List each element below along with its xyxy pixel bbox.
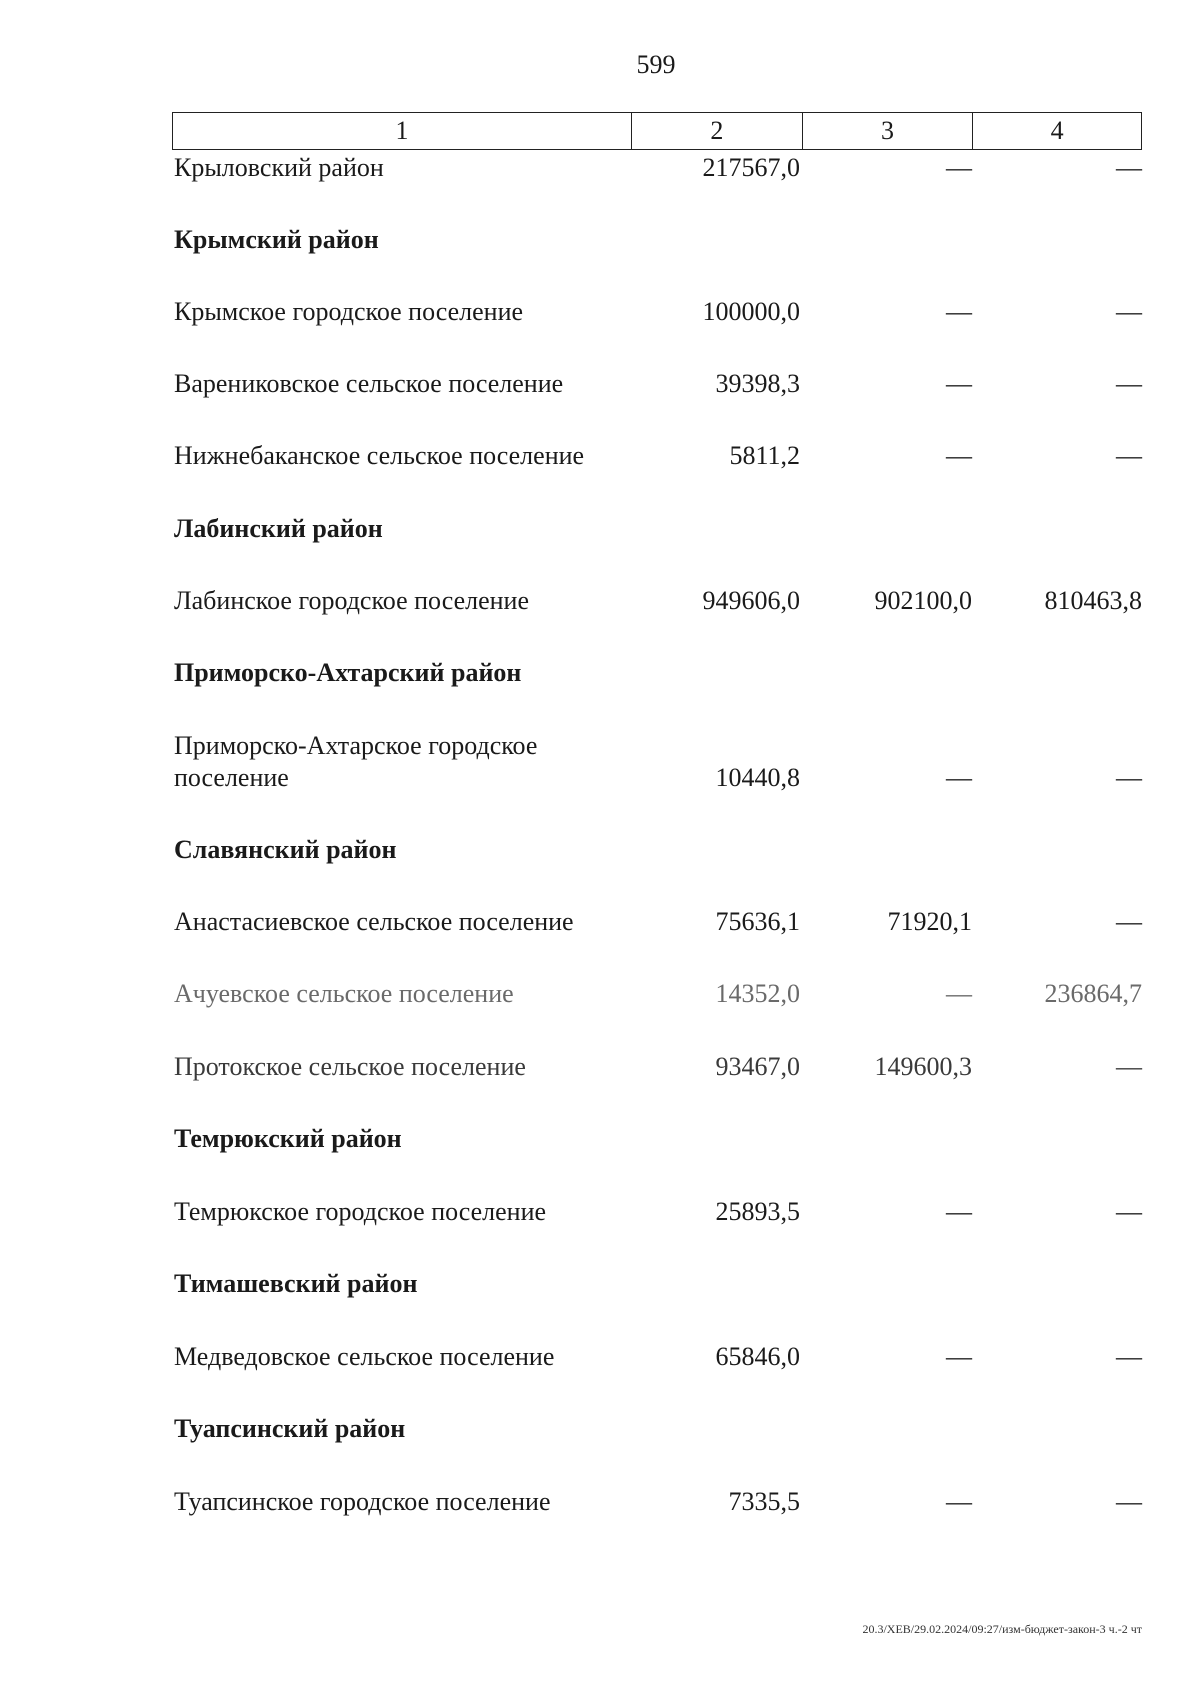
row-name: Крымское городское поселение (174, 297, 524, 326)
district-heading: Приморско-Ахтарский район (174, 658, 522, 687)
row-name-line1: Приморско-Ахтарское городское (174, 731, 538, 760)
row-col4: — (1116, 907, 1142, 936)
row-col3: — (946, 1197, 972, 1226)
row-col2: 93467,0 (715, 1052, 800, 1081)
row-col4: 810463,8 (1044, 586, 1142, 615)
row-col4: — (1116, 441, 1142, 470)
row-name: Медведовское сельское поселение (174, 1342, 555, 1371)
row-col4: — (1116, 1342, 1142, 1371)
row-name: Лабинское городское поселение (174, 586, 529, 615)
row-col4: — (1116, 297, 1142, 326)
row-name: Крыловский район (174, 153, 384, 182)
row-col3: 71920,1 (887, 907, 972, 936)
row-col3: — (946, 441, 972, 470)
row-col2: 100000,0 (702, 297, 800, 326)
row-col2: 75636,1 (715, 907, 800, 936)
district-heading: Славянский район (174, 835, 397, 864)
row-name: Анастасиевское сельское поселение (174, 907, 574, 936)
row-col3: 902100,0 (874, 586, 972, 615)
table-header (172, 112, 1142, 150)
district-heading: Темрюкский район (174, 1124, 402, 1153)
row-col4: — (1116, 153, 1142, 182)
row-name: Ачуевское сельское поселение (174, 979, 514, 1008)
row-col2: 25893,5 (715, 1197, 800, 1226)
row-col3: — (946, 369, 972, 398)
row-col3: — (946, 153, 972, 182)
row-col2: 65846,0 (715, 1342, 800, 1371)
row-name (174, 730, 634, 794)
district-heading: Туапсинский район (174, 1414, 406, 1443)
row-name: Варениковское сельское поселение (174, 369, 564, 398)
row-col4: — (1116, 1052, 1142, 1081)
row-col4: — (1116, 1487, 1142, 1516)
row-col2: 14352,0 (715, 979, 800, 1008)
row-col3: — (946, 1487, 972, 1516)
row-col4: — (1116, 763, 1142, 792)
header-col-3: 3 (803, 113, 974, 149)
row-col4: 236864,7 (1044, 979, 1142, 1008)
page-number: 599 (636, 50, 676, 79)
row-name: Темрюкское городское поселение (174, 1197, 547, 1226)
row-col2: 949606,0 (702, 586, 800, 615)
row-name: Туапсинское городское поселение (174, 1487, 551, 1516)
district-heading: Лабинский район (174, 514, 383, 543)
row-col2: 39398,3 (715, 369, 800, 398)
row-col2: 7335,5 (728, 1487, 800, 1516)
row-col4: — (1116, 369, 1142, 398)
row-name: Нижнебаканское сельское поселение (174, 441, 585, 470)
district-heading: Тимашевский район (174, 1269, 418, 1298)
row-name-line2: поселение (174, 763, 289, 792)
row-col3: — (946, 763, 972, 792)
row-col3: — (946, 979, 972, 1008)
district-heading: Крымский район (174, 225, 379, 254)
row-col2: 217567,0 (702, 153, 800, 182)
document-footer-code: 20.3/ХЕВ/29.02.2024/09:27/изм-бюджет-закон-3 ч.-2 чт (862, 1622, 1142, 1636)
header-col-1: 1 (173, 113, 632, 149)
row-col4: — (1116, 1197, 1142, 1226)
row-col2: 5811,2 (729, 441, 800, 470)
header-col-2: 2 (632, 113, 803, 149)
row-col2: 10440,8 (715, 763, 800, 792)
row-name: Протокское сельское поселение (174, 1052, 526, 1081)
row-col3: 149600,3 (874, 1052, 972, 1081)
header-col-4: 4 (1050, 116, 1064, 145)
row-col3: — (946, 297, 972, 326)
row-col3: — (946, 1342, 972, 1371)
